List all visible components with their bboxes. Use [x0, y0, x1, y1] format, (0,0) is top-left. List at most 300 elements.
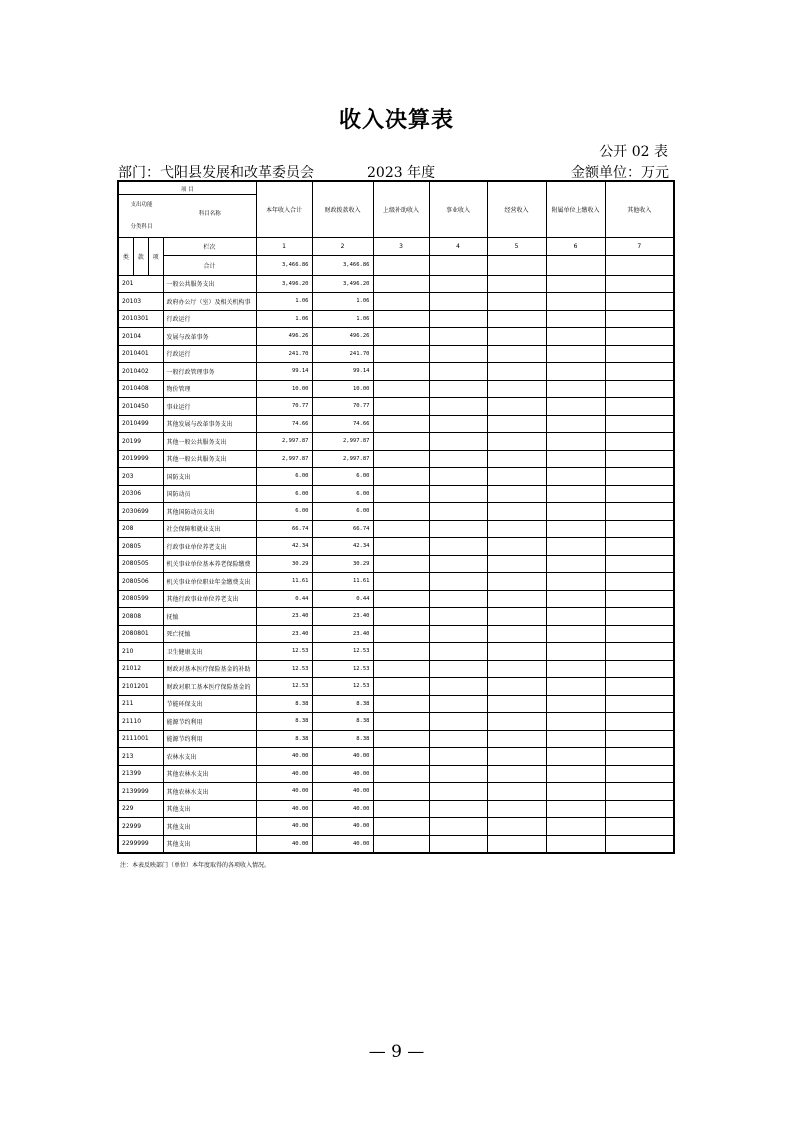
row-empty: [546, 765, 605, 783]
table-row: [118, 573, 674, 591]
row-code: 208: [118, 520, 163, 538]
row-fiscal: 30.29: [312, 555, 373, 573]
row-empty: [546, 643, 605, 661]
row-empty: [605, 643, 674, 661]
row-total: 8.38: [256, 713, 312, 731]
row-empty: [605, 800, 674, 818]
row-code: 2299999: [118, 835, 163, 853]
row-total: 8.38: [256, 695, 312, 713]
row-empty: [605, 555, 674, 573]
row-empty: [373, 415, 429, 433]
lanci-label: 栏次: [163, 237, 256, 255]
row-subject-name: 其他一般公共服务支出: [163, 450, 256, 468]
row-empty: [429, 485, 487, 503]
row-empty: [546, 415, 605, 433]
row-empty: [429, 573, 487, 591]
row-empty: [605, 695, 674, 713]
row-subject-name: 其他支出: [163, 800, 256, 818]
row-subject-name: 能源节约利用: [163, 730, 256, 748]
row-empty: [373, 520, 429, 538]
row-empty: [429, 415, 487, 433]
row-subject-name: 国防动员: [163, 485, 256, 503]
row-fiscal: 3,496.20: [312, 275, 373, 293]
row-empty: [429, 433, 487, 451]
row-empty: [429, 608, 487, 626]
row-total: 40.00: [256, 748, 312, 766]
row-empty: [487, 275, 546, 293]
row-total: 1.06: [256, 293, 312, 311]
table-row: [118, 765, 674, 783]
row-empty: [546, 310, 605, 328]
row-subject-name: 抚恤: [163, 608, 256, 626]
table-row: [118, 310, 674, 328]
row-code: 21399: [118, 765, 163, 783]
row-subject-name: 社会保障和就业支出: [163, 520, 256, 538]
row-empty: [487, 765, 546, 783]
table-row: [118, 415, 674, 433]
table-row: [118, 783, 674, 801]
table-row: [118, 485, 674, 503]
row-code: 2010450: [118, 398, 163, 416]
row-subject-name: 事业运行: [163, 398, 256, 416]
row-empty: [373, 468, 429, 486]
row-empty: [605, 275, 674, 293]
table-row: [118, 818, 674, 836]
row-empty: [487, 643, 546, 661]
row-subject-name: 发展与改革事务: [163, 328, 256, 346]
row-empty: [373, 678, 429, 696]
row-empty: [605, 678, 674, 696]
row-empty: [605, 538, 674, 556]
row-total: 241.70: [256, 345, 312, 363]
row-empty: [373, 293, 429, 311]
row-empty: [487, 503, 546, 521]
row-empty: [373, 590, 429, 608]
row-total: 1.06: [256, 310, 312, 328]
row-subject-name: 其他发展与改革事务支出: [163, 415, 256, 433]
row-empty: [487, 328, 546, 346]
row-subject-name: 行政运行: [163, 345, 256, 363]
row-empty: [487, 748, 546, 766]
table-note: 注：本表反映部门（单位）本年度取得的各项收入情况。: [120, 862, 271, 869]
row-empty: [373, 730, 429, 748]
column-number-row: [118, 237, 674, 255]
total-label: 合计: [163, 255, 256, 275]
row-empty: [487, 450, 546, 468]
row-empty: [605, 713, 674, 731]
row-empty: [373, 398, 429, 416]
table-row: [118, 520, 674, 538]
row-empty: [605, 835, 674, 853]
row-empty: [429, 730, 487, 748]
col-header-5: 经营收入: [487, 181, 546, 237]
total-col-1: 3,466.86: [256, 255, 312, 275]
row-empty: [487, 573, 546, 591]
table-row: [118, 433, 674, 451]
header-project-cell: [118, 181, 256, 237]
row-subject-name: 财政对职工基本医疗保险基金的: [163, 678, 256, 696]
row-empty: [605, 818, 674, 836]
row-fiscal: 2,997.87: [312, 450, 373, 468]
row-subject-name: 其他国防动员支出: [163, 503, 256, 521]
table-row: [118, 293, 674, 311]
row-empty: [373, 328, 429, 346]
row-empty: [605, 660, 674, 678]
row-code: 229: [118, 800, 163, 818]
row-fiscal: 40.00: [312, 835, 373, 853]
row-empty: [429, 345, 487, 363]
row-subject-name: 物价管理: [163, 380, 256, 398]
row-empty: [373, 748, 429, 766]
row-empty: [487, 433, 546, 451]
row-code: 2101201: [118, 678, 163, 696]
row-subject-name: 其他农林水支出: [163, 783, 256, 801]
row-empty: [373, 503, 429, 521]
row-empty: [487, 468, 546, 486]
row-total: 12.53: [256, 660, 312, 678]
row-empty: [605, 468, 674, 486]
form-number: 公开 02 表: [599, 144, 668, 160]
row-code: 20104: [118, 328, 163, 346]
row-empty: [487, 293, 546, 311]
row-empty: [373, 818, 429, 836]
row-code: 20199: [118, 433, 163, 451]
row-empty: [605, 450, 674, 468]
row-empty: [373, 800, 429, 818]
table-row: [118, 450, 674, 468]
row-empty: [373, 450, 429, 468]
table-row: [118, 713, 674, 731]
row-empty: [373, 765, 429, 783]
row-empty: [546, 590, 605, 608]
xiang-label: 项: [152, 253, 159, 261]
col-num-7: 7: [605, 237, 674, 255]
row-code: 2111001: [118, 730, 163, 748]
row-empty: [605, 608, 674, 626]
row-empty: [605, 328, 674, 346]
row-total: 6.00: [256, 485, 312, 503]
row-total: 74.66: [256, 415, 312, 433]
row-code: 2139999: [118, 783, 163, 801]
row-empty: [429, 450, 487, 468]
row-fiscal: 1.06: [312, 310, 373, 328]
row-fiscal: 1.06: [312, 293, 373, 311]
row-total: 40.00: [256, 800, 312, 818]
row-empty: [429, 818, 487, 836]
row-empty: [373, 538, 429, 556]
row-fiscal: 12.53: [312, 643, 373, 661]
row-empty: [546, 398, 605, 416]
row-empty: [605, 590, 674, 608]
row-empty: [429, 538, 487, 556]
row-total: 11.61: [256, 573, 312, 591]
row-fiscal: 8.38: [312, 713, 373, 731]
row-empty: [605, 485, 674, 503]
row-empty: [429, 748, 487, 766]
row-empty: [429, 328, 487, 346]
row-empty: [546, 345, 605, 363]
row-total: 66.74: [256, 520, 312, 538]
header-project: 项 目: [119, 185, 256, 195]
row-fiscal: 496.26: [312, 328, 373, 346]
row-fiscal: 10.00: [312, 380, 373, 398]
row-empty: [546, 800, 605, 818]
row-empty: [487, 835, 546, 853]
row-code: 2010499: [118, 415, 163, 433]
row-total: 8.38: [256, 730, 312, 748]
row-empty: [487, 783, 546, 801]
row-total: 40.00: [256, 835, 312, 853]
row-total: 30.29: [256, 555, 312, 573]
row-empty: [546, 380, 605, 398]
header-row: [118, 181, 674, 237]
row-code: 2010402: [118, 363, 163, 381]
row-total: 2,997.87: [256, 450, 312, 468]
row-fiscal: 6.00: [312, 503, 373, 521]
row-empty: [546, 835, 605, 853]
row-fiscal: 8.38: [312, 730, 373, 748]
row-subject-name: 能源节约利用: [163, 713, 256, 731]
row-empty: [546, 748, 605, 766]
row-empty: [605, 573, 674, 591]
row-fiscal: 99.14: [312, 363, 373, 381]
row-subject-name: 财政对基本医疗保险基金的补助: [163, 660, 256, 678]
row-empty: [605, 398, 674, 416]
row-empty: [487, 713, 546, 731]
row-empty: [605, 380, 674, 398]
row-empty: [487, 398, 546, 416]
row-empty: [546, 503, 605, 521]
row-empty: [373, 608, 429, 626]
row-empty: [429, 800, 487, 818]
row-total: 12.53: [256, 643, 312, 661]
row-empty: [487, 485, 546, 503]
row-empty: [429, 293, 487, 311]
table-row: [118, 678, 674, 696]
row-code: 2080599: [118, 590, 163, 608]
row-empty: [487, 380, 546, 398]
row-empty: [487, 415, 546, 433]
row-empty: [546, 573, 605, 591]
row-empty: [546, 713, 605, 731]
table-row: [118, 730, 674, 748]
row-empty: [429, 765, 487, 783]
row-total: 40.00: [256, 818, 312, 836]
row-empty: [605, 310, 674, 328]
row-empty: [429, 835, 487, 853]
row-fiscal: 42.34: [312, 538, 373, 556]
row-code: 20306: [118, 485, 163, 503]
table-row: [118, 363, 674, 381]
row-total: 23.40: [256, 608, 312, 626]
row-total: 40.00: [256, 765, 312, 783]
table-row: [118, 468, 674, 486]
row-empty: [487, 695, 546, 713]
table-row: [118, 835, 674, 853]
total-row: [118, 255, 674, 275]
col-header-6: 附属单位上缴收入: [546, 181, 605, 237]
row-code: 2010401: [118, 345, 163, 363]
row-empty: [429, 695, 487, 713]
row-fiscal: 6.00: [312, 468, 373, 486]
row-empty: [546, 538, 605, 556]
col-header-2: 财政拨款收入: [312, 181, 373, 237]
table-row: [118, 398, 674, 416]
row-code: 201: [118, 275, 163, 293]
col-num-2: 2: [312, 237, 373, 255]
department-label: 部门：弋阳县发展和改革委员会: [118, 165, 314, 181]
row-empty: [429, 398, 487, 416]
row-empty: [605, 293, 674, 311]
row-fiscal: 2,997.87: [312, 433, 373, 451]
row-empty: [546, 485, 605, 503]
row-code: 2080506: [118, 573, 163, 591]
row-empty: [373, 660, 429, 678]
table-row: [118, 800, 674, 818]
table-row: [118, 328, 674, 346]
row-empty: [429, 520, 487, 538]
row-empty: [546, 433, 605, 451]
row-empty: [605, 783, 674, 801]
col-header-1: 本年收入合计: [256, 181, 312, 237]
row-total: 70.77: [256, 398, 312, 416]
data-rows: [118, 275, 674, 853]
table-row: [118, 538, 674, 556]
row-empty: [429, 275, 487, 293]
row-empty: [487, 555, 546, 573]
row-empty: [429, 713, 487, 731]
row-code: 2010408: [118, 380, 163, 398]
row-code: 2010301: [118, 310, 163, 328]
row-empty: [605, 415, 674, 433]
row-total: 23.40: [256, 625, 312, 643]
row-empty: [546, 328, 605, 346]
table-row: [118, 555, 674, 573]
row-fiscal: 74.66: [312, 415, 373, 433]
row-empty: [546, 293, 605, 311]
row-fiscal: 40.00: [312, 748, 373, 766]
row-empty: [429, 660, 487, 678]
row-empty: [546, 468, 605, 486]
row-empty: [487, 818, 546, 836]
row-fiscal: 12.53: [312, 678, 373, 696]
row-subject-name: 机关事业单位基本养老保险缴费: [163, 555, 256, 573]
row-subject-name: 行政事业单位养老支出: [163, 538, 256, 556]
table-row: [118, 748, 674, 766]
row-empty: [605, 520, 674, 538]
table-row: [118, 503, 674, 521]
row-empty: [373, 433, 429, 451]
row-empty: [487, 660, 546, 678]
row-code: 2080505: [118, 555, 163, 573]
unit-label: 金额单位：万元: [571, 165, 669, 181]
row-subject-name: 其他支出: [163, 818, 256, 836]
row-empty: [605, 345, 674, 363]
row-empty: [429, 468, 487, 486]
income-table: [117, 180, 675, 854]
row-empty: [373, 643, 429, 661]
row-total: 6.00: [256, 468, 312, 486]
row-code: 2030699: [118, 503, 163, 521]
row-empty: [373, 555, 429, 573]
lei-label: 类: [119, 238, 134, 275]
row-fiscal: 6.00: [312, 485, 373, 503]
row-empty: [373, 835, 429, 853]
row-subject-name: 政府办公厅（室）及相关机构事: [163, 293, 256, 311]
row-total: 496.26: [256, 328, 312, 346]
row-empty: [546, 660, 605, 678]
row-empty: [487, 538, 546, 556]
row-total: 6.00: [256, 503, 312, 521]
row-fiscal: 40.00: [312, 800, 373, 818]
row-empty: [605, 730, 674, 748]
row-empty: [546, 678, 605, 696]
row-total: 0.44: [256, 590, 312, 608]
row-empty: [487, 590, 546, 608]
row-empty: [487, 625, 546, 643]
row-empty: [429, 783, 487, 801]
row-fiscal: 66.74: [312, 520, 373, 538]
year-label: 2023 年度: [367, 165, 436, 181]
row-empty: [546, 520, 605, 538]
row-empty: [373, 380, 429, 398]
col-header-7: 其他收入: [605, 181, 674, 237]
row-empty: [605, 363, 674, 381]
row-empty: [605, 748, 674, 766]
row-subject-name: 国防支出: [163, 468, 256, 486]
row-empty: [487, 363, 546, 381]
row-empty: [373, 363, 429, 381]
row-empty: [373, 485, 429, 503]
row-empty: [487, 520, 546, 538]
row-empty: [546, 275, 605, 293]
total-col-2: 3,466.86: [312, 255, 373, 275]
row-empty: [373, 310, 429, 328]
row-total: 2,997.87: [256, 433, 312, 451]
row-subject-name: 机关事业单位职业年金缴费支出: [163, 573, 256, 591]
row-subject-name: 其他农林水支出: [163, 765, 256, 783]
row-empty: [605, 503, 674, 521]
row-empty: [429, 503, 487, 521]
row-fiscal: 23.40: [312, 625, 373, 643]
row-empty: [487, 730, 546, 748]
row-empty: [429, 380, 487, 398]
row-code: 2080801: [118, 625, 163, 643]
row-subject-name: 一般行政管理事务: [163, 363, 256, 381]
row-empty: [546, 608, 605, 626]
row-fiscal: 40.00: [312, 818, 373, 836]
row-empty: [429, 678, 487, 696]
row-total: 99.14: [256, 363, 312, 381]
row-subject-name: 卫生健康支出: [163, 643, 256, 661]
row-subject-name: 一般公共服务支出: [163, 275, 256, 293]
header-func-class: 支出功能: [130, 202, 153, 208]
row-fiscal: 40.00: [312, 783, 373, 801]
row-total: 10.00: [256, 380, 312, 398]
row-fiscal: 8.38: [312, 695, 373, 713]
table-row: [118, 643, 674, 661]
row-code: 21012: [118, 660, 163, 678]
row-empty: [373, 783, 429, 801]
row-empty: [429, 363, 487, 381]
col-num-6: 6: [546, 237, 605, 255]
lei-kuan-xiang-cell: [118, 237, 163, 275]
col-num-1: 1: [256, 237, 312, 255]
row-empty: [429, 625, 487, 643]
table-row: [118, 608, 674, 626]
row-empty: [429, 643, 487, 661]
row-fiscal: 12.53: [312, 660, 373, 678]
